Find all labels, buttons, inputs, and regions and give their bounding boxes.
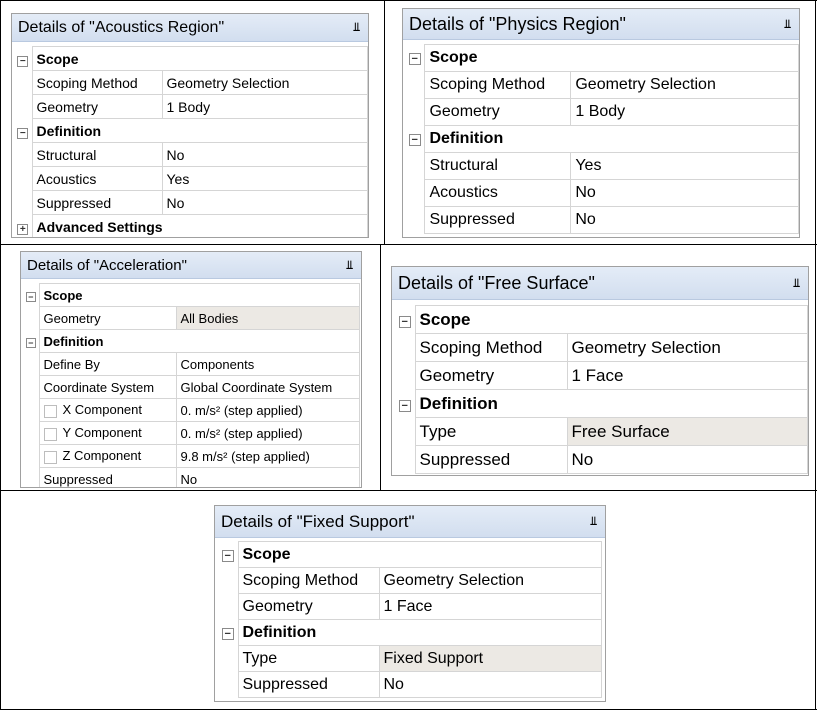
collapse-toggle-icon[interactable]: − — [222, 628, 234, 640]
category-row-advanced-settings[interactable] — [14, 215, 367, 239]
property-label: Type — [415, 418, 567, 446]
property-row-scoping-method[interactable] — [395, 334, 807, 362]
property-row-suppressed[interactable] — [218, 672, 601, 698]
panel-title: Details of "Acceleration" — [27, 256, 187, 274]
category-row-scope[interactable] — [14, 47, 367, 71]
property-grid — [405, 44, 799, 234]
property-row-geometry[interactable] — [395, 362, 807, 390]
property-row-y-component[interactable] — [23, 422, 359, 445]
property-label: Geometry — [32, 95, 162, 119]
property-value[interactable]: Components — [176, 353, 359, 376]
property-value[interactable]: 1 Body — [571, 99, 799, 126]
category-row-scope[interactable] — [395, 306, 807, 334]
property-grid — [14, 46, 368, 238]
property-label: Y Component — [62, 425, 142, 441]
collapse-toggle-icon[interactable]: − — [222, 550, 234, 562]
pin-icon[interactable]: ⫫ — [590, 514, 597, 528]
category-row-definition[interactable] — [218, 620, 601, 646]
property-label: Scoping Method — [238, 568, 379, 594]
property-row-geometry[interactable] — [14, 95, 367, 119]
figure-border-left — [0, 0, 1, 710]
property-label: Scoping Method — [32, 71, 162, 95]
property-value[interactable]: Yes — [162, 167, 367, 191]
property-value[interactable]: 1 Face — [379, 594, 601, 620]
collapse-toggle-icon[interactable]: − — [409, 53, 421, 65]
property-row-structural[interactable] — [405, 153, 799, 180]
property-row-geometry[interactable] — [218, 594, 601, 620]
property-label: Acoustics — [32, 167, 162, 191]
collapse-toggle-icon[interactable]: − — [17, 128, 28, 139]
property-value[interactable]: 1 Face — [567, 362, 807, 390]
property-row-structural[interactable] — [14, 143, 367, 167]
property-row-define-by[interactable] — [23, 353, 359, 376]
property-value[interactable]: 0. m/s² (step applied) — [176, 422, 359, 445]
category-row-definition[interactable] — [14, 119, 367, 143]
property-value[interactable]: No — [571, 180, 799, 207]
property-row-acoustics[interactable] — [14, 167, 367, 191]
parameter-checkbox[interactable] — [44, 405, 57, 418]
figure-border-bottom — [0, 709, 817, 710]
category-label: Scope — [39, 284, 359, 307]
property-value[interactable]: No — [176, 468, 359, 489]
property-label: Geometry — [39, 307, 176, 330]
panel-title: Details of "Acoustics Region" — [18, 18, 225, 36]
property-row-geometry[interactable] — [23, 307, 359, 330]
property-label: Geometry — [238, 594, 379, 620]
details-panel-fixed-support — [214, 505, 606, 702]
property-value[interactable]: Geometry Selection — [567, 334, 807, 362]
property-value[interactable]: Free Surface — [567, 418, 807, 446]
property-row-suppressed[interactable] — [23, 468, 359, 489]
expand-toggle-icon[interactable]: + — [17, 224, 28, 235]
pin-icon[interactable]: ⫫ — [346, 257, 353, 272]
category-row-scope[interactable] — [218, 542, 601, 568]
property-row-acoustics[interactable] — [405, 180, 799, 207]
property-value[interactable]: No — [379, 672, 601, 698]
property-label: Acoustics — [425, 180, 571, 207]
figure-row-divider-2 — [0, 490, 817, 491]
category-row-definition[interactable] — [405, 126, 799, 153]
property-value[interactable]: Geometry Selection — [162, 71, 367, 95]
property-row-suppressed[interactable] — [395, 446, 807, 474]
property-value[interactable]: 0. m/s² (step applied) — [176, 399, 359, 422]
property-row-z-component[interactable] — [23, 445, 359, 468]
property-row-coordinate-system[interactable] — [23, 376, 359, 399]
collapse-toggle-icon[interactable]: − — [26, 292, 36, 302]
property-value[interactable]: 1 Body — [162, 95, 367, 119]
category-label: Definition — [415, 390, 807, 418]
property-row-suppressed[interactable] — [14, 191, 367, 215]
figure-column-divider-row2 — [380, 244, 381, 491]
category-label: Definition — [425, 126, 799, 153]
category-row-definition[interactable] — [395, 390, 807, 418]
collapse-toggle-icon[interactable]: − — [26, 338, 36, 348]
property-label: Structural — [32, 143, 162, 167]
property-row-type[interactable] — [395, 418, 807, 446]
property-value[interactable]: No — [162, 143, 367, 167]
property-grid — [23, 283, 360, 488]
category-label: Definition — [39, 330, 359, 353]
panel-title-bar — [21, 252, 361, 279]
category-row-definition[interactable] — [23, 330, 359, 353]
collapse-toggle-icon[interactable]: − — [399, 316, 411, 328]
details-panel-free-surface — [391, 266, 809, 476]
panel-title: Details of "Physics Region" — [409, 13, 626, 34]
panel-title-bar — [392, 267, 808, 300]
details-panel-acoustics-region — [11, 13, 369, 238]
property-row-type[interactable] — [218, 646, 601, 672]
property-row-scoping-method[interactable] — [218, 568, 601, 594]
property-label: Suppressed — [425, 207, 571, 234]
panel-title: Details of "Fixed Support" — [221, 511, 415, 531]
figure-row-divider-1 — [0, 244, 817, 245]
property-label: Structural — [425, 153, 571, 180]
property-row-scoping-method[interactable] — [405, 72, 799, 99]
property-value[interactable]: Global Coordinate System — [176, 376, 359, 399]
collapse-toggle-icon[interactable]: − — [399, 400, 411, 412]
pin-icon[interactable]: ⫫ — [784, 16, 791, 31]
property-label: Define By — [39, 353, 176, 376]
property-value[interactable]: Geometry Selection — [379, 568, 601, 594]
category-row-scope[interactable] — [405, 45, 799, 72]
property-value[interactable]: Yes — [571, 153, 799, 180]
property-label: Geometry — [415, 362, 567, 390]
property-label: Z Component — [62, 448, 142, 464]
property-value[interactable]: No — [567, 446, 807, 474]
panel-title: Details of "Free Surface" — [398, 272, 595, 293]
property-value[interactable]: All Bodies — [176, 307, 359, 330]
collapse-toggle-icon[interactable]: − — [409, 134, 421, 146]
property-label: Suppressed — [32, 191, 162, 215]
property-label: Suppressed — [238, 672, 379, 698]
collapse-toggle-icon[interactable]: − — [17, 56, 28, 67]
figure-column-divider-row1 — [384, 0, 385, 245]
details-panel-physics-region — [402, 8, 800, 238]
property-value[interactable]: No — [571, 207, 799, 234]
property-value[interactable]: No — [162, 191, 367, 215]
category-label: Scope — [238, 542, 601, 568]
category-label: Scope — [32, 47, 367, 71]
panel-title-bar — [12, 14, 368, 42]
pin-icon[interactable]: ⫫ — [353, 20, 360, 34]
property-row-x-component[interactable] — [23, 399, 359, 422]
property-value[interactable]: Fixed Support — [379, 646, 601, 672]
pin-icon[interactable]: ⫫ — [793, 275, 800, 290]
property-label: Scoping Method — [415, 334, 567, 362]
category-row-scope[interactable] — [23, 284, 359, 307]
property-grid — [218, 541, 602, 698]
property-row-scoping-method[interactable] — [14, 71, 367, 95]
figure-border-right — [815, 0, 816, 710]
details-panel-acceleration — [20, 251, 362, 488]
property-label: Suppressed — [39, 468, 176, 489]
parameter-checkbox[interactable] — [44, 451, 57, 464]
property-value[interactable]: 9.8 m/s² (step applied) — [176, 445, 359, 468]
property-label: Geometry — [425, 99, 571, 126]
parameter-checkbox[interactable] — [44, 428, 57, 441]
panel-title-bar — [215, 506, 605, 538]
property-value[interactable]: Geometry Selection — [571, 72, 799, 99]
property-label: Suppressed — [415, 446, 567, 474]
category-label: Definition — [32, 119, 367, 143]
panel-title-bar — [403, 9, 799, 40]
property-row-suppressed[interactable] — [405, 207, 799, 234]
category-label: Scope — [425, 45, 799, 72]
property-row-geometry[interactable] — [405, 99, 799, 126]
property-label: X Component — [62, 402, 142, 418]
property-grid — [395, 305, 808, 474]
category-label: Definition — [238, 620, 601, 646]
property-label: Scoping Method — [425, 72, 571, 99]
category-label: Scope — [415, 306, 807, 334]
category-label: Advanced Settings — [32, 215, 367, 239]
figure-border-top — [0, 0, 817, 1]
property-label: Coordinate System — [39, 376, 176, 399]
property-label: Type — [238, 646, 379, 672]
